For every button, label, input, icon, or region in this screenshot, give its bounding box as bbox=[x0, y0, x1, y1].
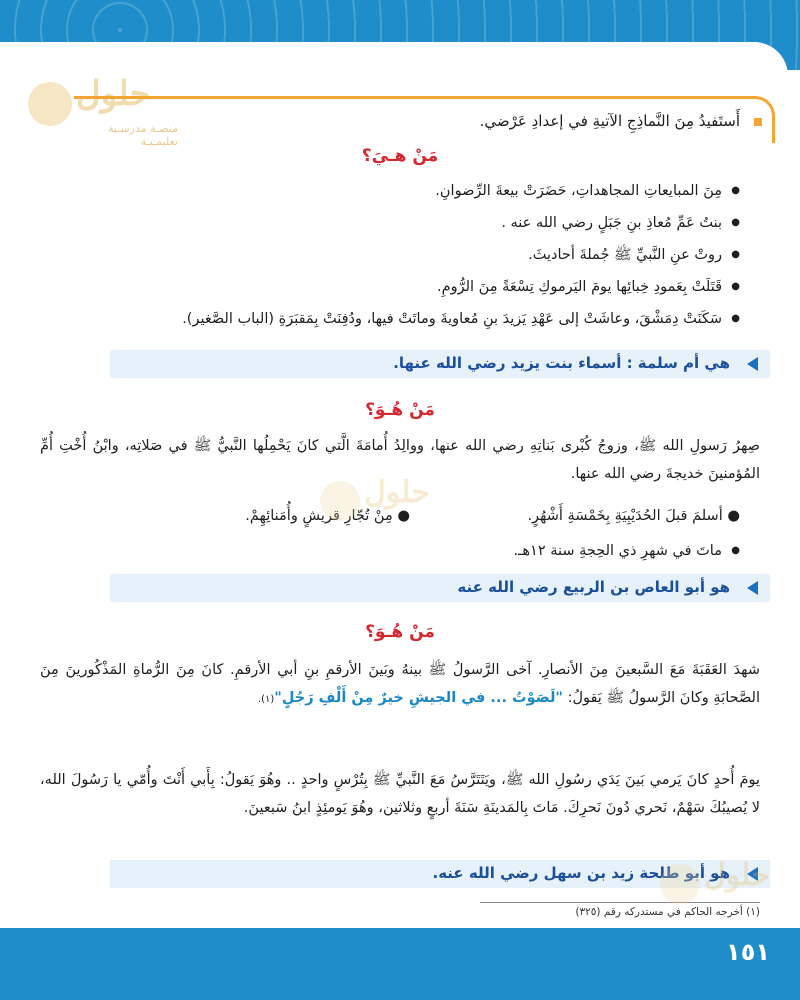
paragraph-text: شهدَ العَقَبَةَ مَعَ السَّبعينَ مِنَ الأنصارِ. آخى الرَّسولُ ﷺ بينهُ وبَينَ الأرقمِ بنِ أبي الأرقمِ. كانَ مِنَ الرُّماةِ المَذْكُورينَ مِنَ الصَّحابَةِ وكانَ الرَّسولُ ﷺ يَقولُ: bbox=[40, 662, 760, 706]
section2-answer: هو أبو العاص بن الربيع رضي الله عنه bbox=[457, 578, 730, 596]
list-item: ● أسلمَ قبلَ الحُدَيْبِيَةِ بِخَمْسَةِ أَشْهُرٍ. bbox=[527, 508, 740, 524]
section2-heading: مَنْ هُـوَ؟ bbox=[365, 400, 435, 420]
list-item-text: أسلمَ قبلَ الحُدَيْبِيَةِ بِخَمْسَةِ أَشْهُرٍ. bbox=[527, 508, 723, 524]
list-item: ● مِنْ تُجّارِ قريشٍ وأُمَنائِهِمْ. bbox=[245, 508, 410, 524]
section3-answer: هو أبو طلحة زيد بن سهل رضي الله عنه. bbox=[432, 864, 730, 882]
section3-heading: مَنْ هُـوَ؟ bbox=[365, 622, 435, 642]
logo-subtitle: منصـة مدرسـية تعليمـيـة bbox=[107, 122, 178, 148]
footnote: (١) أخرجه الحاكم في مستدركه رقم (٣٢٥) bbox=[575, 906, 760, 918]
list-item: ● قَتَلَتْ بِعَمودِ خِبائِها يومَ اليَرموكِ تِسْعَةً مِنَ الرُّومِ. bbox=[40, 274, 740, 300]
section1-list bbox=[40, 178, 740, 338]
section1-answer: هي أم سلمة : أسماء بنت يزيد رضي الله عنها. bbox=[393, 354, 730, 372]
watermark-logo-icon bbox=[660, 858, 800, 918]
answer-arrow-icon bbox=[747, 581, 758, 595]
bottom-footer-band bbox=[0, 928, 800, 1000]
list-item: ● مِنَ المبايعاتِ المجاهداتِ، حَضَرَتْ بيعةَ الرِّضوانِ. bbox=[40, 178, 740, 204]
list-item: ● ماتَ في شهرِ ذي الحِجةِ سنة ١٢هـ. bbox=[40, 538, 740, 564]
hadith-quote: "لَصَوْتُ ... في الجيشِ خيرٌ مِنْ أَلْفِ رَجُلٍ" bbox=[274, 690, 563, 706]
section2-paragraph: صِهرُ رَسولِ الله ﷺ، وزوجُ كُبْرى بَناتِهِ رضي الله عنها، ووالِدُ أُمامَةَ الَّتي كانَ يَحْمِلُها النَّبيُّ ﷺ في صَلاتِه، وابْنُ أُخْتِ أُمِّ المُؤمنينَ خديجةَ رضي الله عنها. bbox=[40, 438, 760, 482]
logo-word: حلول bbox=[76, 74, 151, 114]
list-item: ● روتْ عنِ النَّبيِّ ﷺ جُملةَ أحاديثَ. bbox=[40, 242, 740, 268]
intro-text: أَستَفيدُ مِنَ النَّماذِجِ الآتيةِ في إعدادِ عَرْضي. bbox=[479, 112, 740, 130]
watermark-sun-icon bbox=[320, 481, 360, 521]
footnote-ref: (١). bbox=[257, 694, 275, 705]
page-number: ١٥١ bbox=[726, 938, 770, 966]
watermark-word: حلول bbox=[364, 475, 430, 510]
watermark-word: حلول bbox=[704, 858, 770, 893]
section1-heading: مَنْ هـيَ؟ bbox=[361, 146, 439, 166]
section3-paragraph1 bbox=[40, 656, 760, 714]
section2-list bbox=[40, 538, 740, 564]
intro-bullet-icon bbox=[754, 118, 762, 126]
watermark-sun-icon bbox=[660, 864, 700, 904]
list-item-text: مِنْ تُجّارِ قريشٍ وأُمَنائِهِمْ. bbox=[245, 508, 393, 524]
answer-arrow-icon bbox=[747, 357, 758, 371]
list-item: ● بنتُ عَمِّ مُعاذِ بنِ جَبَلٍ رضي الله عنه . bbox=[40, 210, 740, 236]
watermark-logo-icon bbox=[320, 475, 460, 535]
list-item: ● سَكَنَتْ دِمَشْقَ، وعاشَتْ إلى عَهْدِ يَزيدَ بنِ مُعاويةَ وماتَتْ فيها، ودُفِنَتْ بِمَقبَرَةِ (الباب الصَّغير). bbox=[40, 306, 740, 332]
section3-paragraph2: يومَ أُحدٍ كانَ يَرمي بَينَ يَدَي رسُولِ الله ﷺ، ويَتَتَرَّسُ مَعَ النَّبيِّ ﷺ بِتُرْسٍ واحدٍ .. وهُوَ يَقولُ: بِأَبي أَنْتَ وأُمّي يا رَسُولَ الله، لا يُصيبُكَ سَهْمٌ، نَحري دُونَ نَحرِكَ. مَاتَ بِالمَدينَةِ سَنَةَ أربعٍ وثلاثين، وهُوَ يَومئِذٍ ابنُ سَبعينَ. bbox=[40, 772, 760, 816]
logo-sun-icon bbox=[28, 82, 72, 126]
